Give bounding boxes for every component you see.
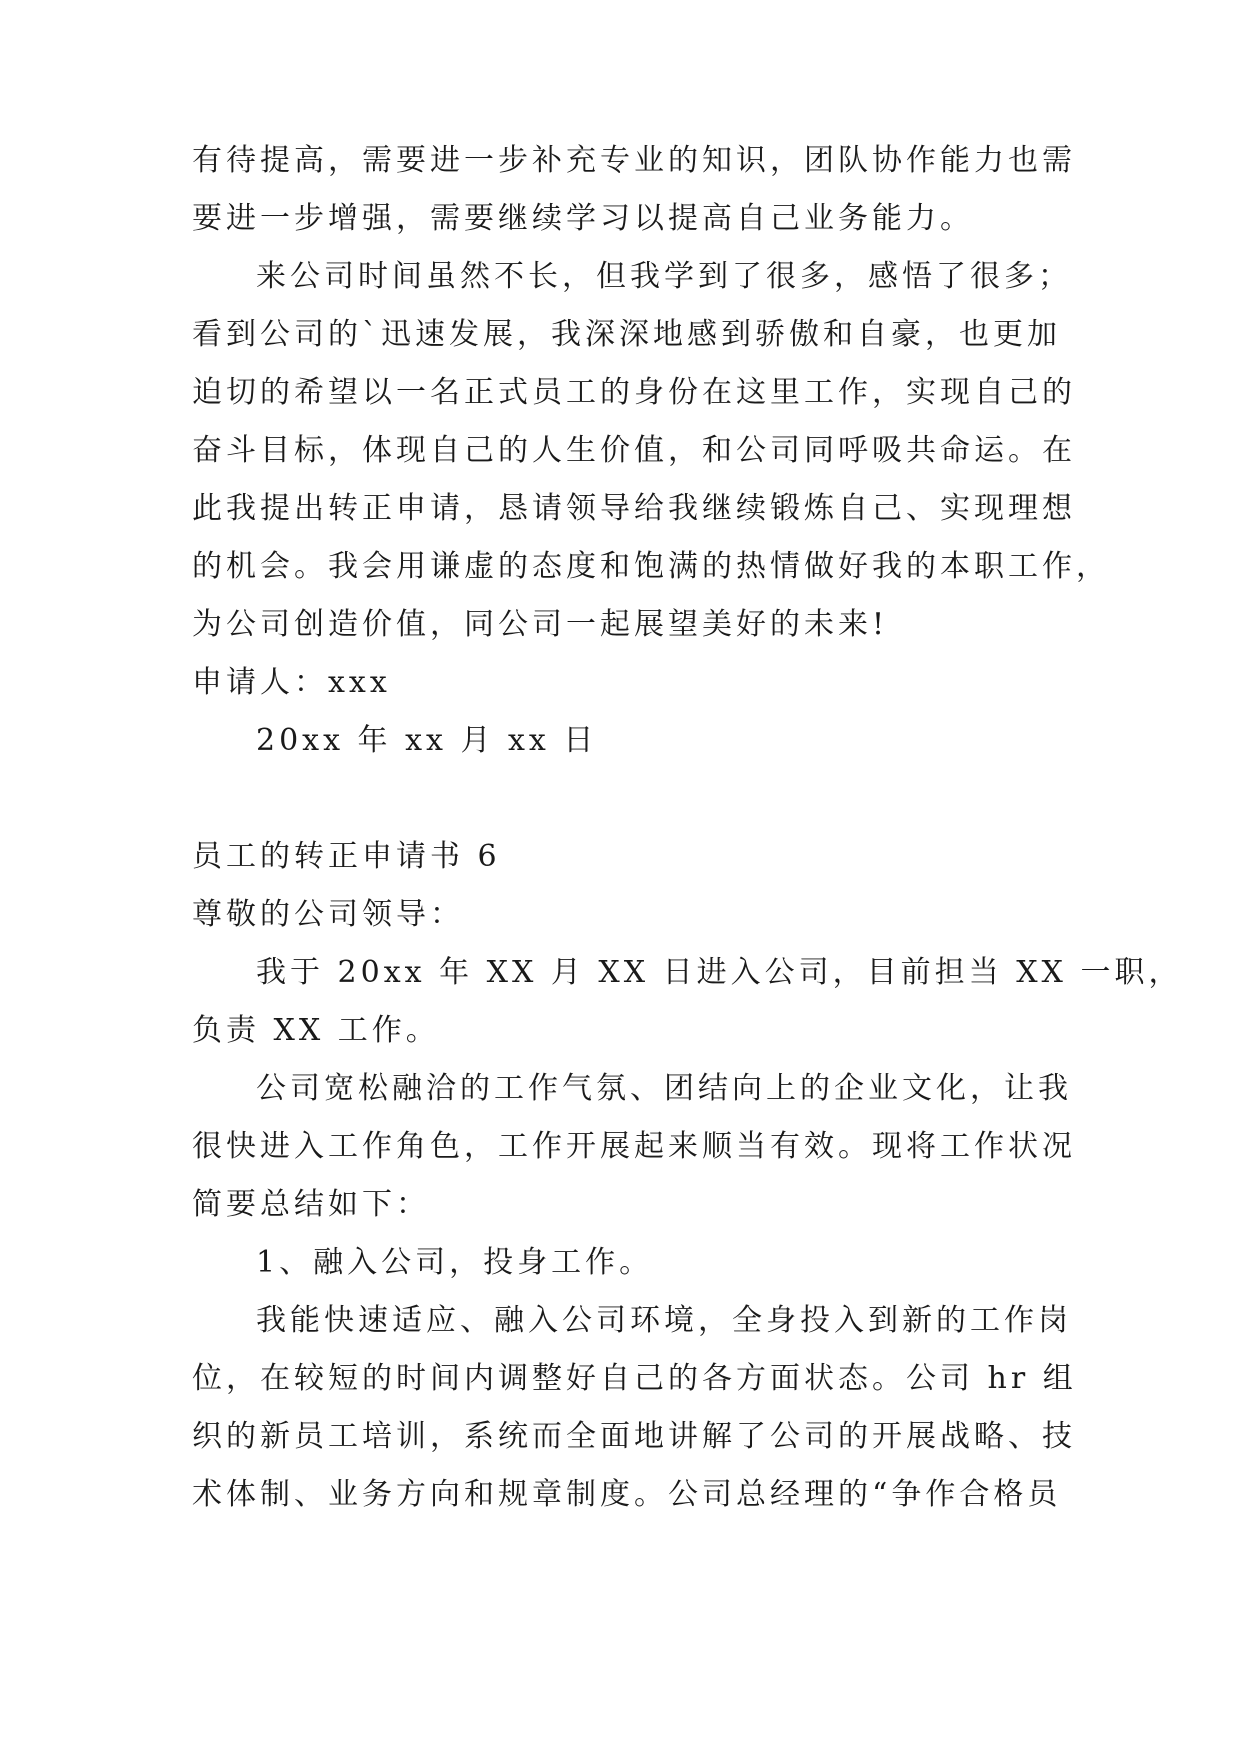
section-title: 员工的转正申请书 6 <box>192 839 501 874</box>
text-line: 有待提高，需要进一步补充专业的知识，团队协作能力也需 <box>192 143 1076 178</box>
text-line: 来公司时间虽然不长，但我学到了很多，感悟了很多； <box>256 259 1072 294</box>
text-line: 1、融入公司，投身工作。 <box>256 1245 654 1280</box>
applicant-line: 申请人：xxx <box>192 665 391 700</box>
text-line: 位，在较短的时间内调整好自己的各方面状态。公司 hr 组 <box>192 1361 1077 1396</box>
text-line: 简要总结如下： <box>192 1187 430 1222</box>
text-line: 的机会。我会用谦虚的态度和饱满的热情做好我的本职工作， <box>192 549 1110 584</box>
text-line: 织的新员工培训，系统而全面地讲解了公司的开展战略、技 <box>192 1419 1076 1454</box>
text-line: 我于 20xx 年 XX 月 XX 日进入公司，目前担当 XX 一职， <box>256 955 1183 990</box>
text-line: 负责 XX 工作。 <box>192 1013 440 1048</box>
text-line: 看到公司的`迅速发展，我深深地感到骄傲和自豪，也更加 <box>192 317 1061 352</box>
text-line: 要进一步增强，需要继续学习以提高自己业务能力。 <box>192 201 974 236</box>
text-line: 奋斗目标，体现自己的人生价值，和公司同呼吸共命运。在 <box>192 433 1076 468</box>
text-line: 迫切的希望以一名正式员工的身份在这里工作，实现自己的 <box>192 375 1076 410</box>
date-line: 20xx 年 xx 月 xx 日 <box>256 723 598 758</box>
text-line: 术体制、业务方向和规章制度。公司总经理的“争作合格员 <box>192 1477 1062 1512</box>
text-line: 公司宽松融洽的工作气氛、团结向上的企业文化，让我 <box>256 1071 1072 1106</box>
text-line: 尊敬的公司领导： <box>192 897 464 932</box>
text-line: 我能快速适应、融入公司环境，全身投入到新的工作岗 <box>256 1303 1072 1338</box>
text-line: 很快进入工作角色，工作开展起来顺当有效。现将工作状况 <box>192 1129 1076 1164</box>
text-line: 此我提出转正申请，恳请领导给我继续锻炼自己、实现理想 <box>192 491 1076 526</box>
text-line: 为公司创造价值，同公司一起展望美好的未来! <box>192 607 889 642</box>
